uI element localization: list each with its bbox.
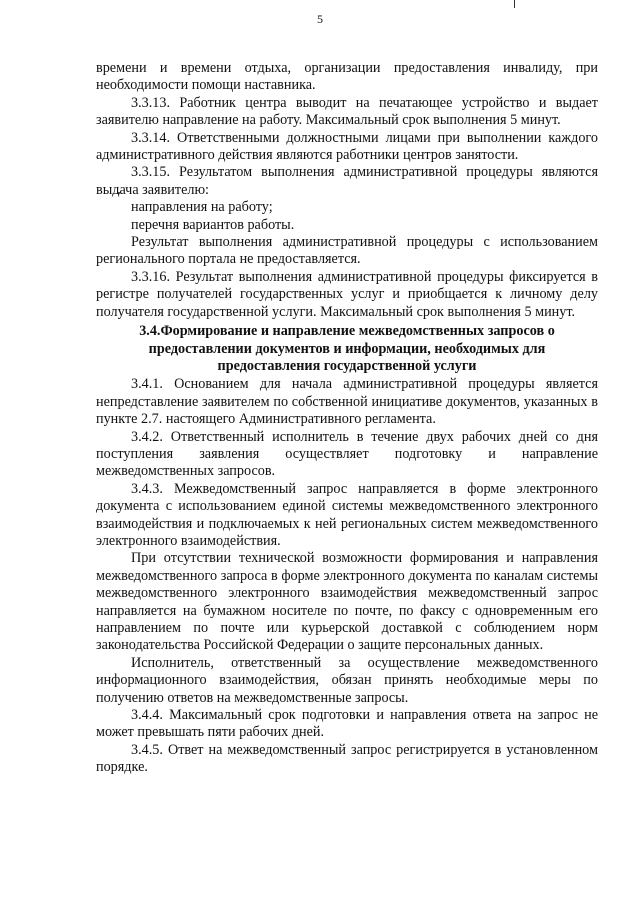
paragraph-3-4-5: 3.4.5. Ответ на межведомственный запрос регистрируется в установленном порядке.: [96, 741, 598, 776]
document-body: [96, 60, 598, 777]
paragraph-3-4-1: 3.4.1. Основанием для начала административной процедуры является непредставление заявителем по собственной инициативе документов, указанных в пункте 2.7. настоящего Административного регламента.: [96, 376, 598, 428]
paragraph-3-4-4: 3.4.4. Максимальный срок подготовки и направления ответа на запрос не может превышать пяти рабочих дней.: [96, 707, 598, 741]
paragraph-3-3-14: 3.3.14. Ответственными должностными лицами при выполнении каждого административного действия являются работники центров занятости.: [96, 129, 598, 164]
paragraph-executor-responsibility: Исполнитель, ответственный за осуществление межведомственного информационного взаимодействия, обязан принять необходимые меры по получению ответов на межведомственные запросы.: [96, 654, 598, 706]
paragraph-3-3-13: 3.3.13. Работник центра выводит на печатающее устройство и выдает заявителю направление на работу. Максимальный срок выполнения 5 минут.: [96, 94, 598, 129]
list-item-referral: направления на работу;: [131, 199, 273, 216]
section-heading-3-4: 3.4.Формирование и направление межведомственных запросов о предоставлении документов и информации, необходимых для предоставления государственной услуги: [139, 323, 555, 374]
paragraph-continuation: времени и времени отдыха, организации предоставления инвалиду, при необходимости помощи наставника.: [96, 60, 598, 94]
paragraph-3-4-2: 3.4.2. Ответственный исполнитель в течение двух рабочих дней со дня поступления заявления осуществляет подготовку и направление межведомственных запросов.: [96, 428, 598, 480]
paragraph-3-4-3: 3.4.3. Межведомственный запрос направляется в форме электронного документа с использованием единой системы межведомственного электронного взаимодействия и подключаемых к ней региональных систем межведомственного электронного взаимодействия.: [96, 480, 598, 549]
list-item-job-options: перечня вариантов работы.: [131, 216, 295, 233]
page-number: 5: [317, 12, 323, 26]
paragraph-3-3-15: 3.3.15. Результатом выполнения административной процедуры являются выдача заявителю:: [96, 164, 598, 198]
paragraph-no-technical-possibility: При отсутствии технической возможности формирования и направления межведомственного запроса в форме электронного документа по каналам системы межведомственного электронного взаимодействия межведомственный запрос направляется на бумажном носителе по почте, по факсу с одновременным его направлением по почте или курьерской доставкой с соблюдением норм законодательства Российской Федерации о защите персональных данных.: [96, 550, 598, 654]
paragraph-3-3-16: 3.3.16. Результат выполнения административной процедуры фиксируется в регистре получателей государственных услуг и приобщается к личному делу получателя государственной услуги. Максимальный срок выполнения 5 минут.: [96, 268, 598, 320]
paragraph-regional-portal: Результат выполнения административной процедуры с использованием регионального портала не предоставляется.: [96, 234, 598, 268]
scan-mark: [514, 0, 515, 8]
